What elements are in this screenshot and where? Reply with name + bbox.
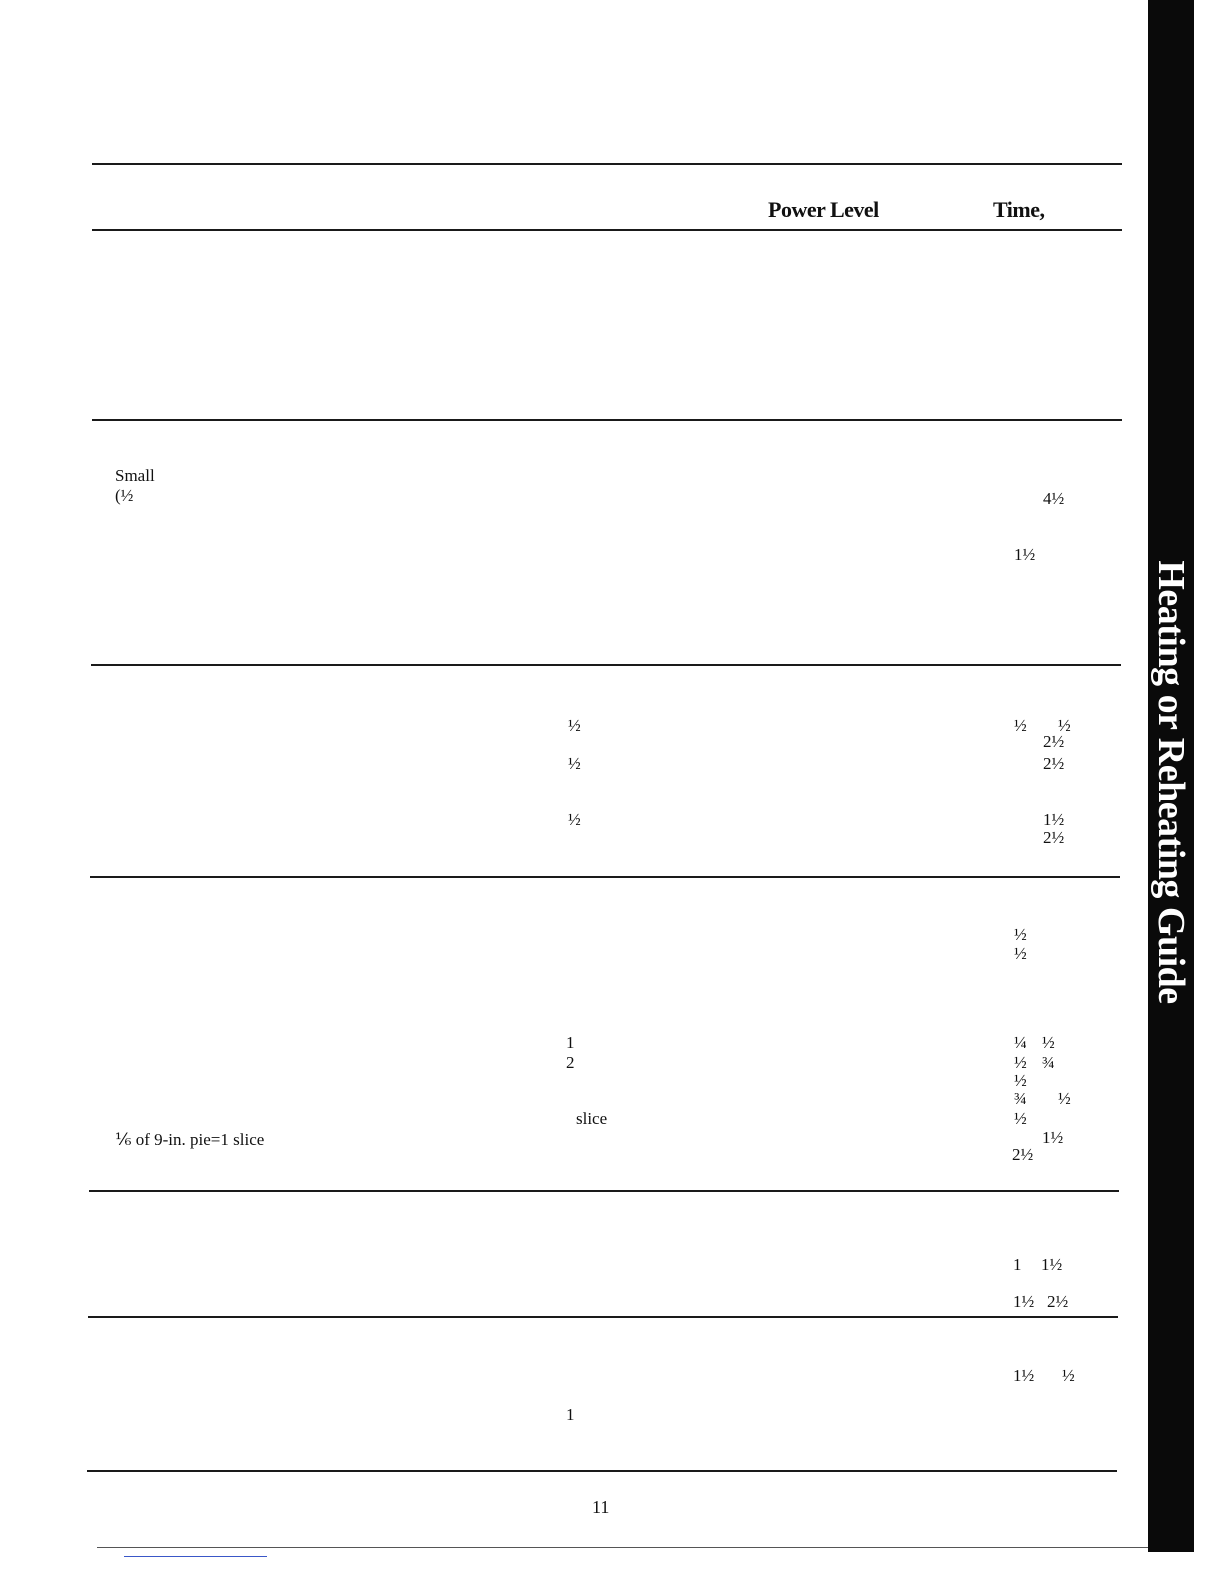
- time-value: ½: [1062, 1366, 1075, 1385]
- time-value: 1: [1013, 1255, 1022, 1274]
- time-value: 2½: [1043, 732, 1065, 751]
- quantity-value: ½: [568, 716, 581, 735]
- table-bottom-rule: [87, 1470, 1117, 1472]
- side-tab-title: Heating or Reheating Guide: [1150, 560, 1192, 1004]
- time-value: ½: [1014, 716, 1027, 735]
- food-label: ⅙ of 9-in. pie=1 slice: [115, 1130, 265, 1149]
- section-divider: [91, 664, 1121, 666]
- time-value: ½: [1058, 1089, 1071, 1108]
- time-value: 1½: [1043, 810, 1065, 829]
- page-number: 11: [592, 1497, 610, 1517]
- food-label: Small: [115, 466, 155, 485]
- time-value: ½: [1014, 1053, 1027, 1072]
- bottom-border-line: [97, 1547, 1148, 1548]
- quantity-value: 1: [566, 1405, 575, 1424]
- section-divider: [88, 1316, 1118, 1318]
- section-divider: [89, 1190, 1119, 1192]
- quantity-fragment: (½: [115, 486, 134, 505]
- table-top-rule: [92, 163, 1122, 165]
- time-value: ¼: [1014, 1033, 1027, 1052]
- time-value: 2½: [1012, 1145, 1034, 1164]
- quantity-value: slice: [576, 1109, 608, 1128]
- quantity-value: 2: [566, 1053, 575, 1072]
- time-value: 2½: [1043, 828, 1065, 847]
- time-header: Time,: [993, 197, 1045, 222]
- time-value: ¾: [1014, 1089, 1027, 1108]
- time-value: 1½: [1014, 545, 1036, 564]
- time-value: ½: [1058, 716, 1071, 735]
- section-divider: [92, 419, 1122, 421]
- time-value: ¾: [1042, 1053, 1055, 1072]
- quantity-value: 1: [566, 1033, 575, 1052]
- bottom-blue-line: [124, 1556, 267, 1557]
- header-bottom-rule: [92, 229, 1122, 231]
- time-value: 4½: [1043, 489, 1065, 508]
- time-value: ½: [1042, 1033, 1055, 1052]
- quantity-value: ½: [568, 754, 581, 773]
- time-value: 1½: [1041, 1255, 1063, 1274]
- time-value: 1½: [1042, 1128, 1064, 1147]
- time-value: 1½: [1013, 1292, 1035, 1311]
- time-value: ½: [1014, 1071, 1027, 1090]
- time-value: 2½: [1043, 754, 1065, 773]
- power-level-header: Power Level: [768, 197, 879, 222]
- time-value: 1½: [1013, 1366, 1035, 1385]
- time-value: ½: [1014, 925, 1027, 944]
- quantity-value: ½: [568, 810, 581, 829]
- time-value: ½: [1014, 1109, 1027, 1128]
- section-divider: [90, 876, 1120, 878]
- time-value: 2½: [1047, 1292, 1069, 1311]
- time-value: ½: [1014, 944, 1027, 963]
